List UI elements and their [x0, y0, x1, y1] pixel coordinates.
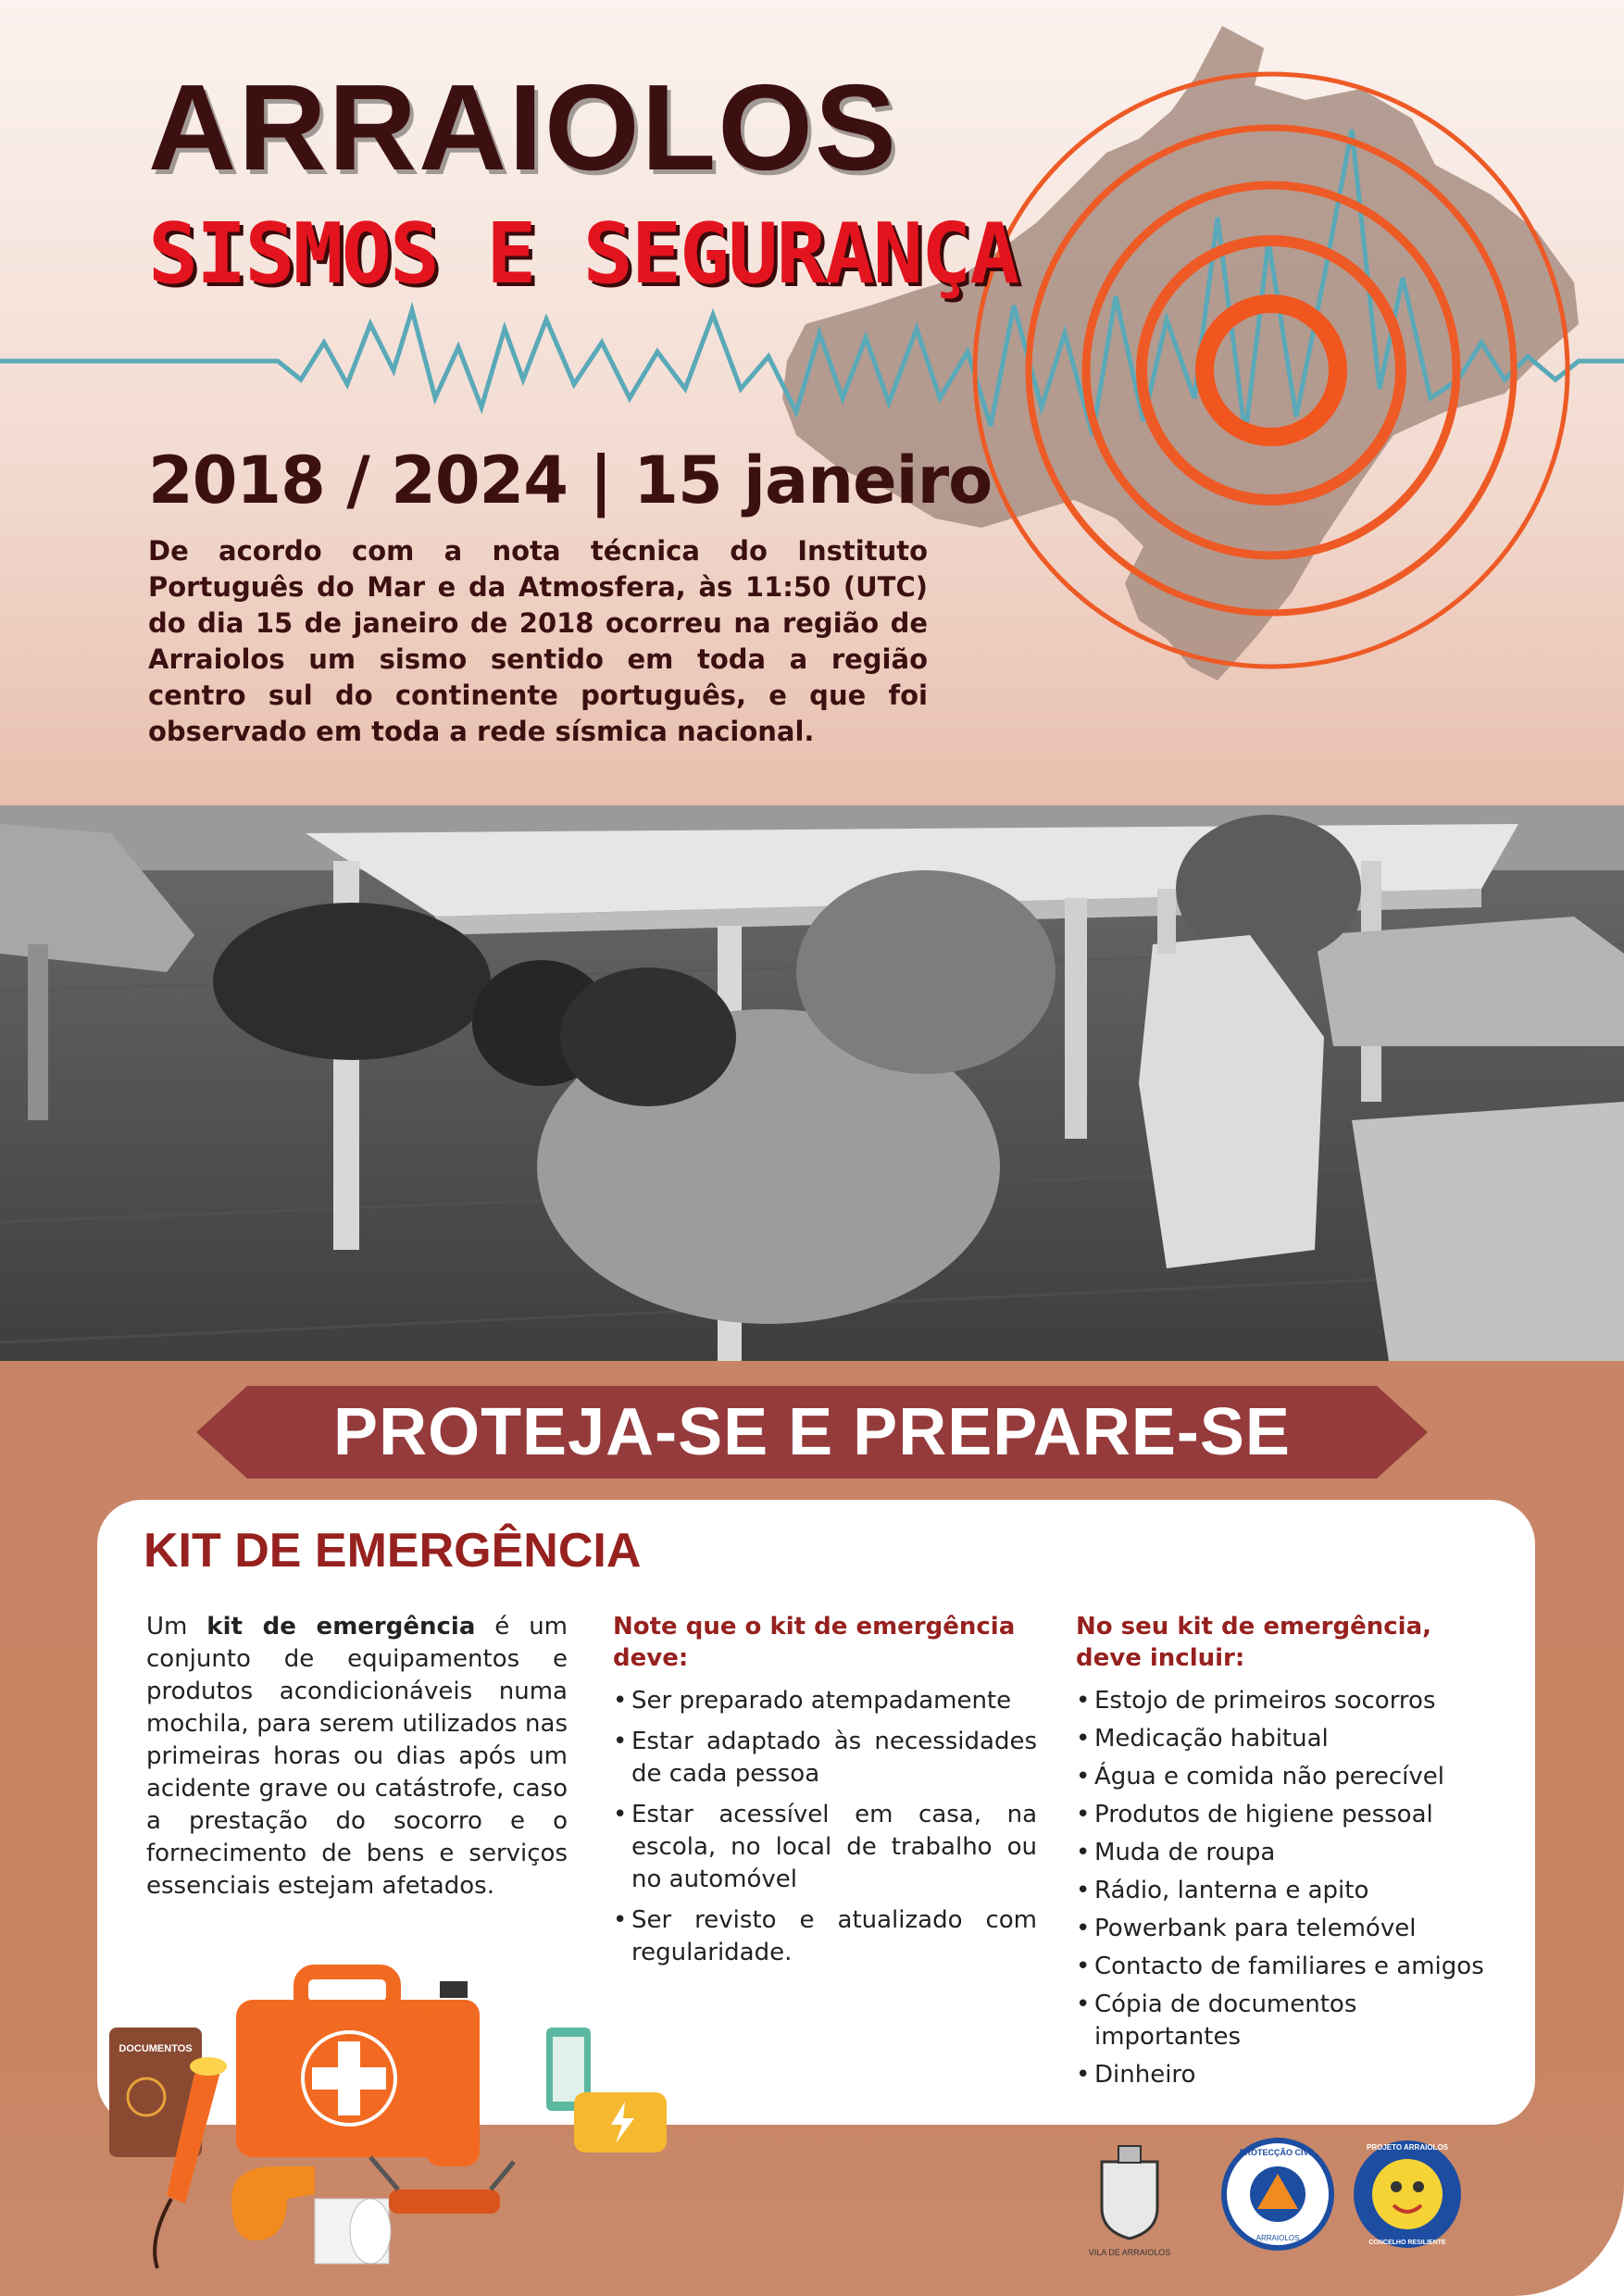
- note-heading: Note que o kit de emergência deve:: [613, 1613, 1016, 1672]
- list-item: • Ser revisto e atualizado com regularidade.: [613, 1904, 1037, 1969]
- emergency-kit-illustration: [93, 1963, 685, 2296]
- whistle-icon: [231, 2166, 315, 2240]
- intro-paragraph: De acordo com a nota técnica do Instituto Português do Mar e da Atmosfera, às 11:50 (UTC) do dia 15 de janeiro de 2018 ocorreu na região de Arraiolos um sismo sentido em toda a região centro sul do continente português, e que foi observado em toda a rede sísmica nacional.: [148, 535, 928, 747]
- header-section: [0, 0, 1624, 805]
- list-item: • Muda de roupa: [1076, 1837, 1491, 1869]
- note-list: [613, 1685, 1037, 1969]
- page-title: ARRAIOLOS: [148, 59, 898, 195]
- civil-protection-bottom-label: ARRAIOLOS: [1255, 2234, 1300, 2242]
- civil-protection-logo-icon: [1224, 2140, 1331, 2248]
- list-item: • Água e comida não perecível: [1076, 1761, 1491, 1793]
- include-list: [1076, 1685, 1491, 2091]
- documents-label: DOCUMENTOS: [119, 2043, 193, 2054]
- project-top-label: PROJETO ARRAIOLOS: [1366, 2143, 1449, 2152]
- first-aid-case-icon: [236, 1972, 458, 2157]
- project-bottom-label: CONCELHO RESILIENTE: [1368, 2240, 1446, 2246]
- list-item: • Dinheiro: [1076, 2059, 1491, 2091]
- powerbank-icon: [574, 2092, 667, 2152]
- date-line: 2018 / 2024 | 15 janeiro: [148, 443, 993, 518]
- list-item: • Estar acessível em casa, na escola, no local de trabalho ou no automóvel: [613, 1799, 1037, 1896]
- list-item: • Rádio, lanterna e apito: [1076, 1875, 1491, 1907]
- list-item: • Estojo de primeiros socorros: [1076, 1685, 1491, 1717]
- list-item: • Contacto de familiares e amigos: [1076, 1951, 1491, 1983]
- include-heading: No seu kit de emergência, deve incluir:: [1076, 1613, 1432, 1672]
- list-item: • Cópia de documentos importantes: [1076, 1989, 1491, 2053]
- list-item: • Estar adaptado às necessidades de cada pessoa: [613, 1726, 1037, 1791]
- civil-protection-top-label: PROTECÇÃO CIVIL: [1239, 2148, 1317, 2157]
- list-item: • Ser preparado atempadamente: [613, 1685, 1037, 1717]
- include-column: [1076, 1611, 1491, 2097]
- municipality-coat-of-arms-icon: [1089, 2146, 1171, 2257]
- kit-intro-prefix: Um: [146, 1613, 207, 1641]
- earthquake-drill-photo: [0, 805, 1624, 1361]
- kit-intro-rest: é um conjunto de equipamentos e produtos acondicionáveis numa mochila, para serem utilizados nas primeiras horas ou dias após um acidente grave ou catástrofe, caso a prestação do socorro e o fornecimento de bens e serviços essenciais estejam afetados.: [146, 1613, 568, 1900]
- kit-description: [146, 1611, 568, 1903]
- banner-title: PROTEJA-SE E PREPARE-SE: [333, 1395, 1291, 1469]
- toilet-paper-icon: [315, 2199, 391, 2264]
- water-bottle-icon: [426, 1981, 480, 2166]
- partner-logos: [1083, 2129, 1472, 2259]
- note-column: [613, 1611, 1037, 1978]
- kit-title: KIT DE EMERGÊNCIA: [144, 1524, 642, 1578]
- page-subtitle: SISMOS E SEGURANÇA: [148, 206, 1018, 303]
- municipality-label: VILA DE ARRAIOLOS: [1088, 2248, 1171, 2257]
- resilient-project-logo-icon: [1354, 2140, 1461, 2248]
- list-item: • Medicação habitual: [1076, 1723, 1491, 1755]
- list-item: • Produtos de higiene pessoal: [1076, 1799, 1491, 1831]
- kit-intro-bold: kit de emergência: [206, 1613, 476, 1641]
- list-item: • Powerbank para telemóvel: [1076, 1913, 1491, 1945]
